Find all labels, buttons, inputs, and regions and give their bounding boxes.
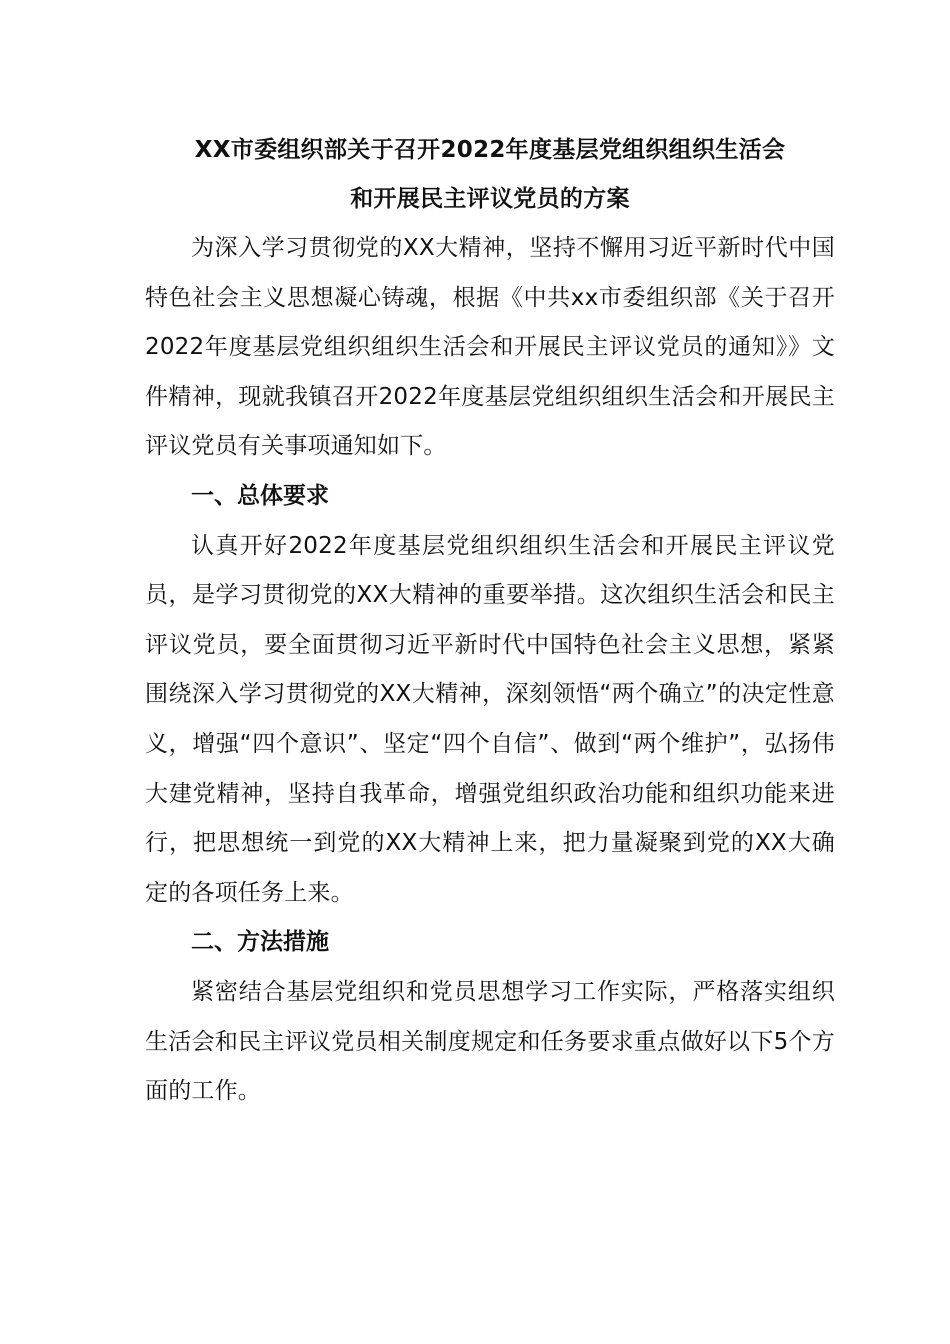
document-body	[145, 126, 835, 1117]
methods-paragraph: 紧密结合基层党组织和党员思想学习工作实际，严格落实组织生活会和民主评议党员相关制度规定和任务要求重点做好以下5个方面的工作。	[145, 978, 835, 1105]
section-heading-general-requirements: 一、总体要求	[191, 482, 329, 509]
section-heading-methods: 二、方法措施	[191, 929, 329, 956]
intro-paragraph: 为深入学习贯彻党的XX大精神，坚持不懈用习近平新时代中国特色社会主义思想凝心铸魂，根据《中共xx市委组织部《关于召开2022年度基层党组织组织生活会和开展民主评议党员的通知》》文件精神，现就我镇召开2022年度基层党组织组织生活会和开展民主评议党员有关事项通知如下。	[145, 235, 835, 460]
general-requirements-paragraph: 认真开好2022年度基层党组织组织生活会和开展民主评议党员，是学习贯彻党的XX大精神的重要举措。这次组织生活会和民主评议党员，要全面贯彻习近平新时代中国特色社会主义思想，紧紧围绕深入学习贯彻党的XX大精神，深刻领悟“两个确立”的决定性意义，增强“四个意识”、坚定“四个自信”、做到“两个维护”，弘扬伟大建党精神，坚持自我革命，增强党组织政治功能和组织功能来进行，把思想统一到党的XX大精神上来，把力量凝聚到党的XX大确定的各项任务上来。	[145, 532, 835, 906]
document-title	[145, 126, 835, 224]
document-title-line-2: 和开展民主评议党员的方案	[350, 186, 630, 212]
document-title-line-1: XX市委组织部关于召开2022年度基层党组织组织生活会	[194, 137, 786, 163]
